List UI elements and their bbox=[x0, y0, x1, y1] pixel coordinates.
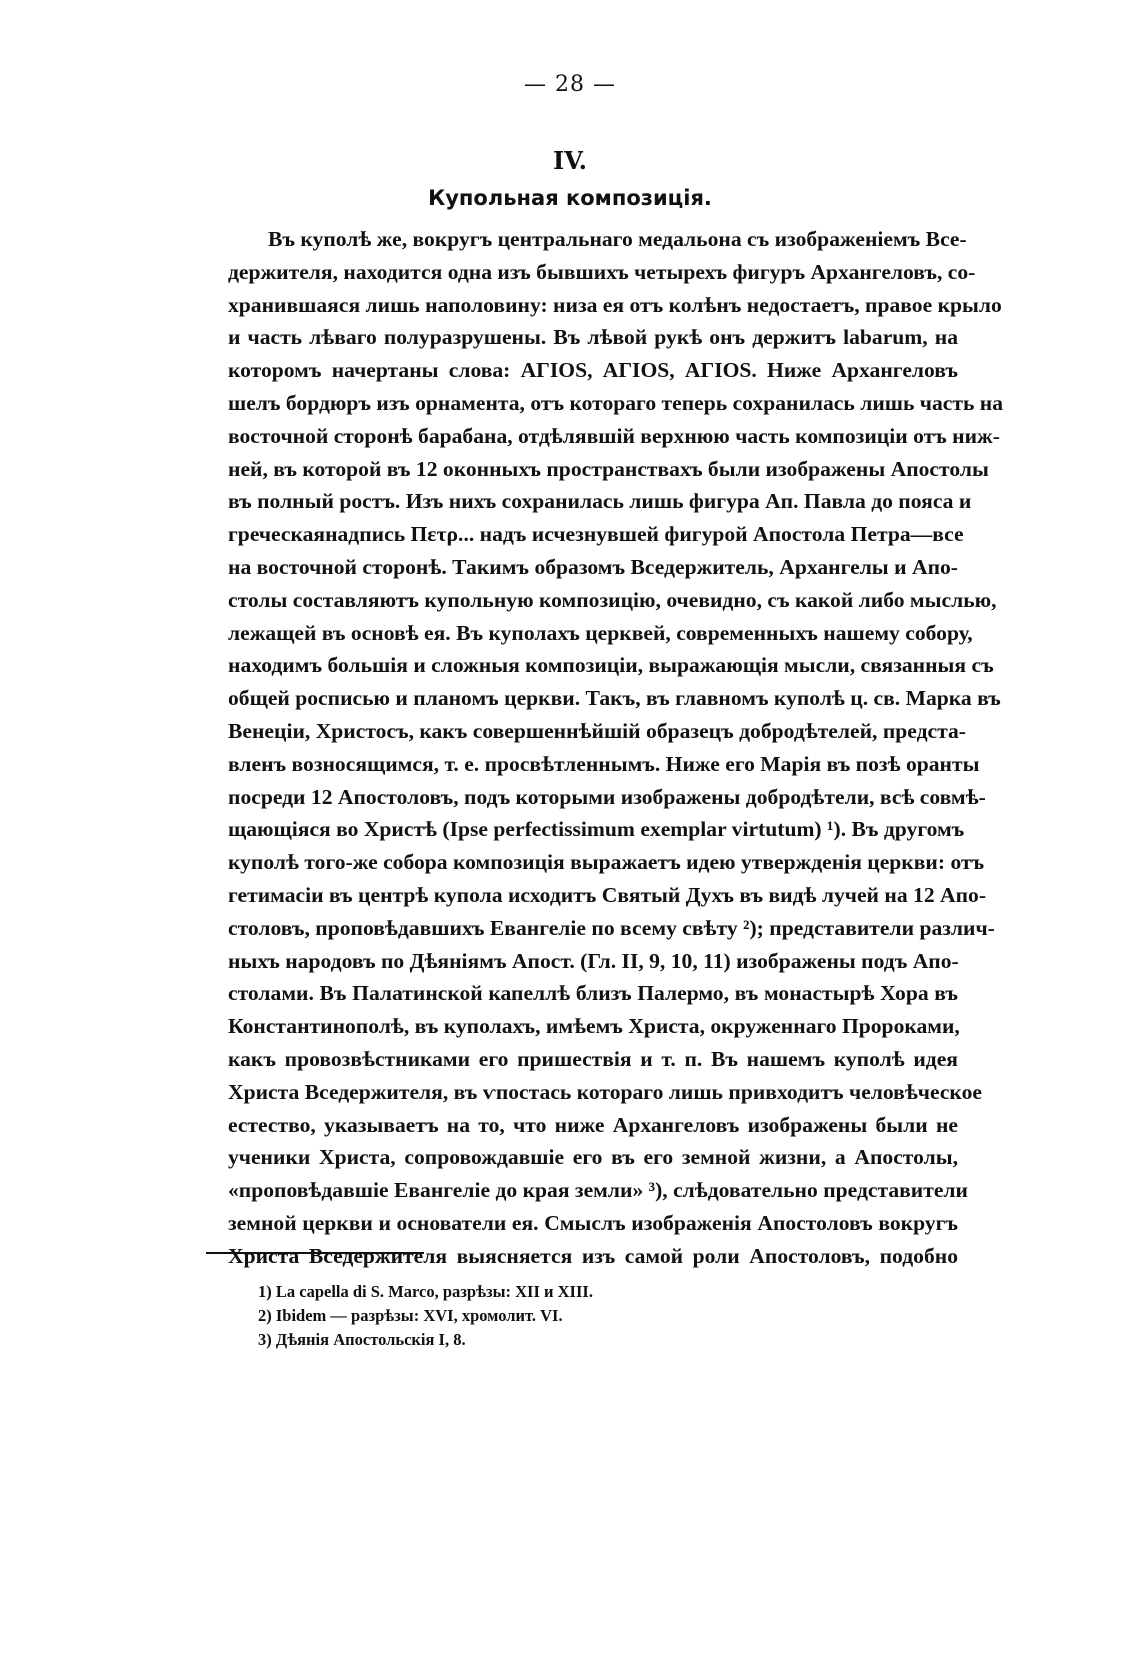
body-line: на восточной сторонѣ. Такимъ образомъ Вседержитель, Архангелы и Апо- bbox=[228, 554, 958, 579]
footnote: 3) Дѣянія Апостольскія I, 8. bbox=[258, 1330, 466, 1349]
body-line: естество, указываетъ на то, что ниже Архангеловъ изображены были не bbox=[228, 1112, 958, 1137]
body-line: ней, въ которой въ 12 оконныхъ пространствахъ были изображены Апостолы bbox=[228, 456, 989, 481]
body-line: столовъ, проповѣдавшихъ Евангеліе по всему свѣту ²); представители различ- bbox=[228, 915, 995, 940]
body-line: гетимасіи въ центрѣ купола исходитъ Святый Духъ въ видѣ лучей на 12 Апо- bbox=[228, 882, 987, 907]
footnotes bbox=[258, 1280, 593, 1352]
body-line: восточной сторонѣ барабана, отдѣлявшій верхнюю часть композиціи отъ ниж- bbox=[228, 423, 1000, 448]
body-line: столы составляютъ купольную композицію, очевидно, съ какой либо мыслью, bbox=[228, 587, 997, 612]
body-line: которомъ начертаны слова: ΑΓΙΟS, ΑΓΙΟS, ΑΓΙΟS. Ниже Архангеловъ bbox=[228, 358, 958, 383]
body-paragraph bbox=[228, 223, 1004, 1273]
body-line: ученики Христа, сопровождавшіе его въ его земной жизни, а Апостолы, bbox=[228, 1145, 958, 1170]
body-line: Венеціи, Христосъ, какъ совершеннѣйшій образецъ добродѣтелей, предста- bbox=[228, 718, 966, 743]
page-number: — 28 — bbox=[524, 72, 616, 97]
body-line: Константинополѣ, въ куполахъ, имѣемъ Христа, окруженнаго Пророками, bbox=[228, 1014, 960, 1039]
body-line: щающіяся во Христѣ (Ipse perfectissimum exemplar virtutum) ¹). Въ другомъ bbox=[228, 817, 965, 842]
footnote-divider bbox=[206, 1252, 424, 1254]
body-line: куполѣ того-же собора композиція выражаетъ идею утвержденія церкви: отъ bbox=[228, 850, 985, 875]
body-line: Христа Вседержителя выясняется изъ самой роли Апостоловъ, подобно bbox=[228, 1243, 958, 1268]
section-title: Купольная композиція. bbox=[428, 186, 712, 210]
body-line: какъ провозвѣстниками его пришествія и т. п. Въ нашемъ куполѣ идея bbox=[228, 1046, 958, 1071]
body-line: вленъ возносящимся, т. е. просвѣтленнымъ. Ниже его Марія въ позѣ оранты bbox=[228, 751, 980, 776]
body-line: общей росписью и планомъ церкви. Такъ, въ главномъ куполѣ ц. св. Марка въ bbox=[228, 686, 1001, 711]
body-line: въ полный ростъ. Изъ нихъ сохранилась лишь фигура Ап. Павла до пояса и bbox=[228, 489, 972, 514]
body-line: греческаянадпись Πετρ... надъ исчезнувшей фигурой Апостола Петра—все bbox=[228, 522, 964, 547]
body-line: земной церкви и основатели ея. Смыслъ изображенія Апостоловъ вокругъ bbox=[228, 1210, 958, 1235]
footnote: 1) La capella di S. Marco, разрѣзы: XII и XIII. bbox=[258, 1282, 593, 1301]
footnote: 2) Ibidem — разрѣзы: XVI, хромолит. VI. bbox=[258, 1306, 563, 1325]
body-line: лежащей въ основѣ ея. Въ куполахъ церквей, современныхъ нашему собору, bbox=[228, 620, 973, 645]
body-line: находимъ большія и сложныя композиціи, выражающія мысли, связанныя съ bbox=[228, 653, 994, 678]
body-line: посреди 12 Апостоловъ, подъ которыми изображены добродѣтели, всѣ совмѣ- bbox=[228, 784, 986, 809]
body-line: Христа Вседержителя, въ ѵпостась котораго лишь привходитъ человѣческое bbox=[228, 1079, 982, 1104]
body-line: держителя, находится одна изъ бывшихъ четырехъ фигуръ Архангеловъ, со- bbox=[228, 259, 976, 284]
section-number: IV. bbox=[552, 146, 587, 175]
body-line: хранившаяся лишь наполовину: низа ея отъ колѣнъ недостаетъ, правое крыло bbox=[228, 292, 1002, 317]
body-line: столами. Въ Палатинской капеллѣ близъ Палермо, въ монастырѣ Хора въ bbox=[228, 981, 958, 1006]
body-line: Въ куполѣ же, вокругъ центральнаго медальона съ изображеніемъ Все- bbox=[268, 227, 967, 251]
body-line: и часть лѣваго полуразрушены. Въ лѣвой рукѣ онъ держитъ labarum, на bbox=[228, 325, 958, 350]
body-line: шелъ бордюръ изъ орнамента, отъ котораго теперь сохранилась лишь часть на bbox=[228, 390, 1004, 415]
body-line: ныхъ народовъ по Дѣяніямъ Апост. (Гл. II, 9, 10, 11) изображены подъ Апо- bbox=[228, 948, 959, 973]
body-line: «проповѣдавшіе Евангеліе до края земли» ³), слѣдовательно представители bbox=[228, 1178, 968, 1203]
